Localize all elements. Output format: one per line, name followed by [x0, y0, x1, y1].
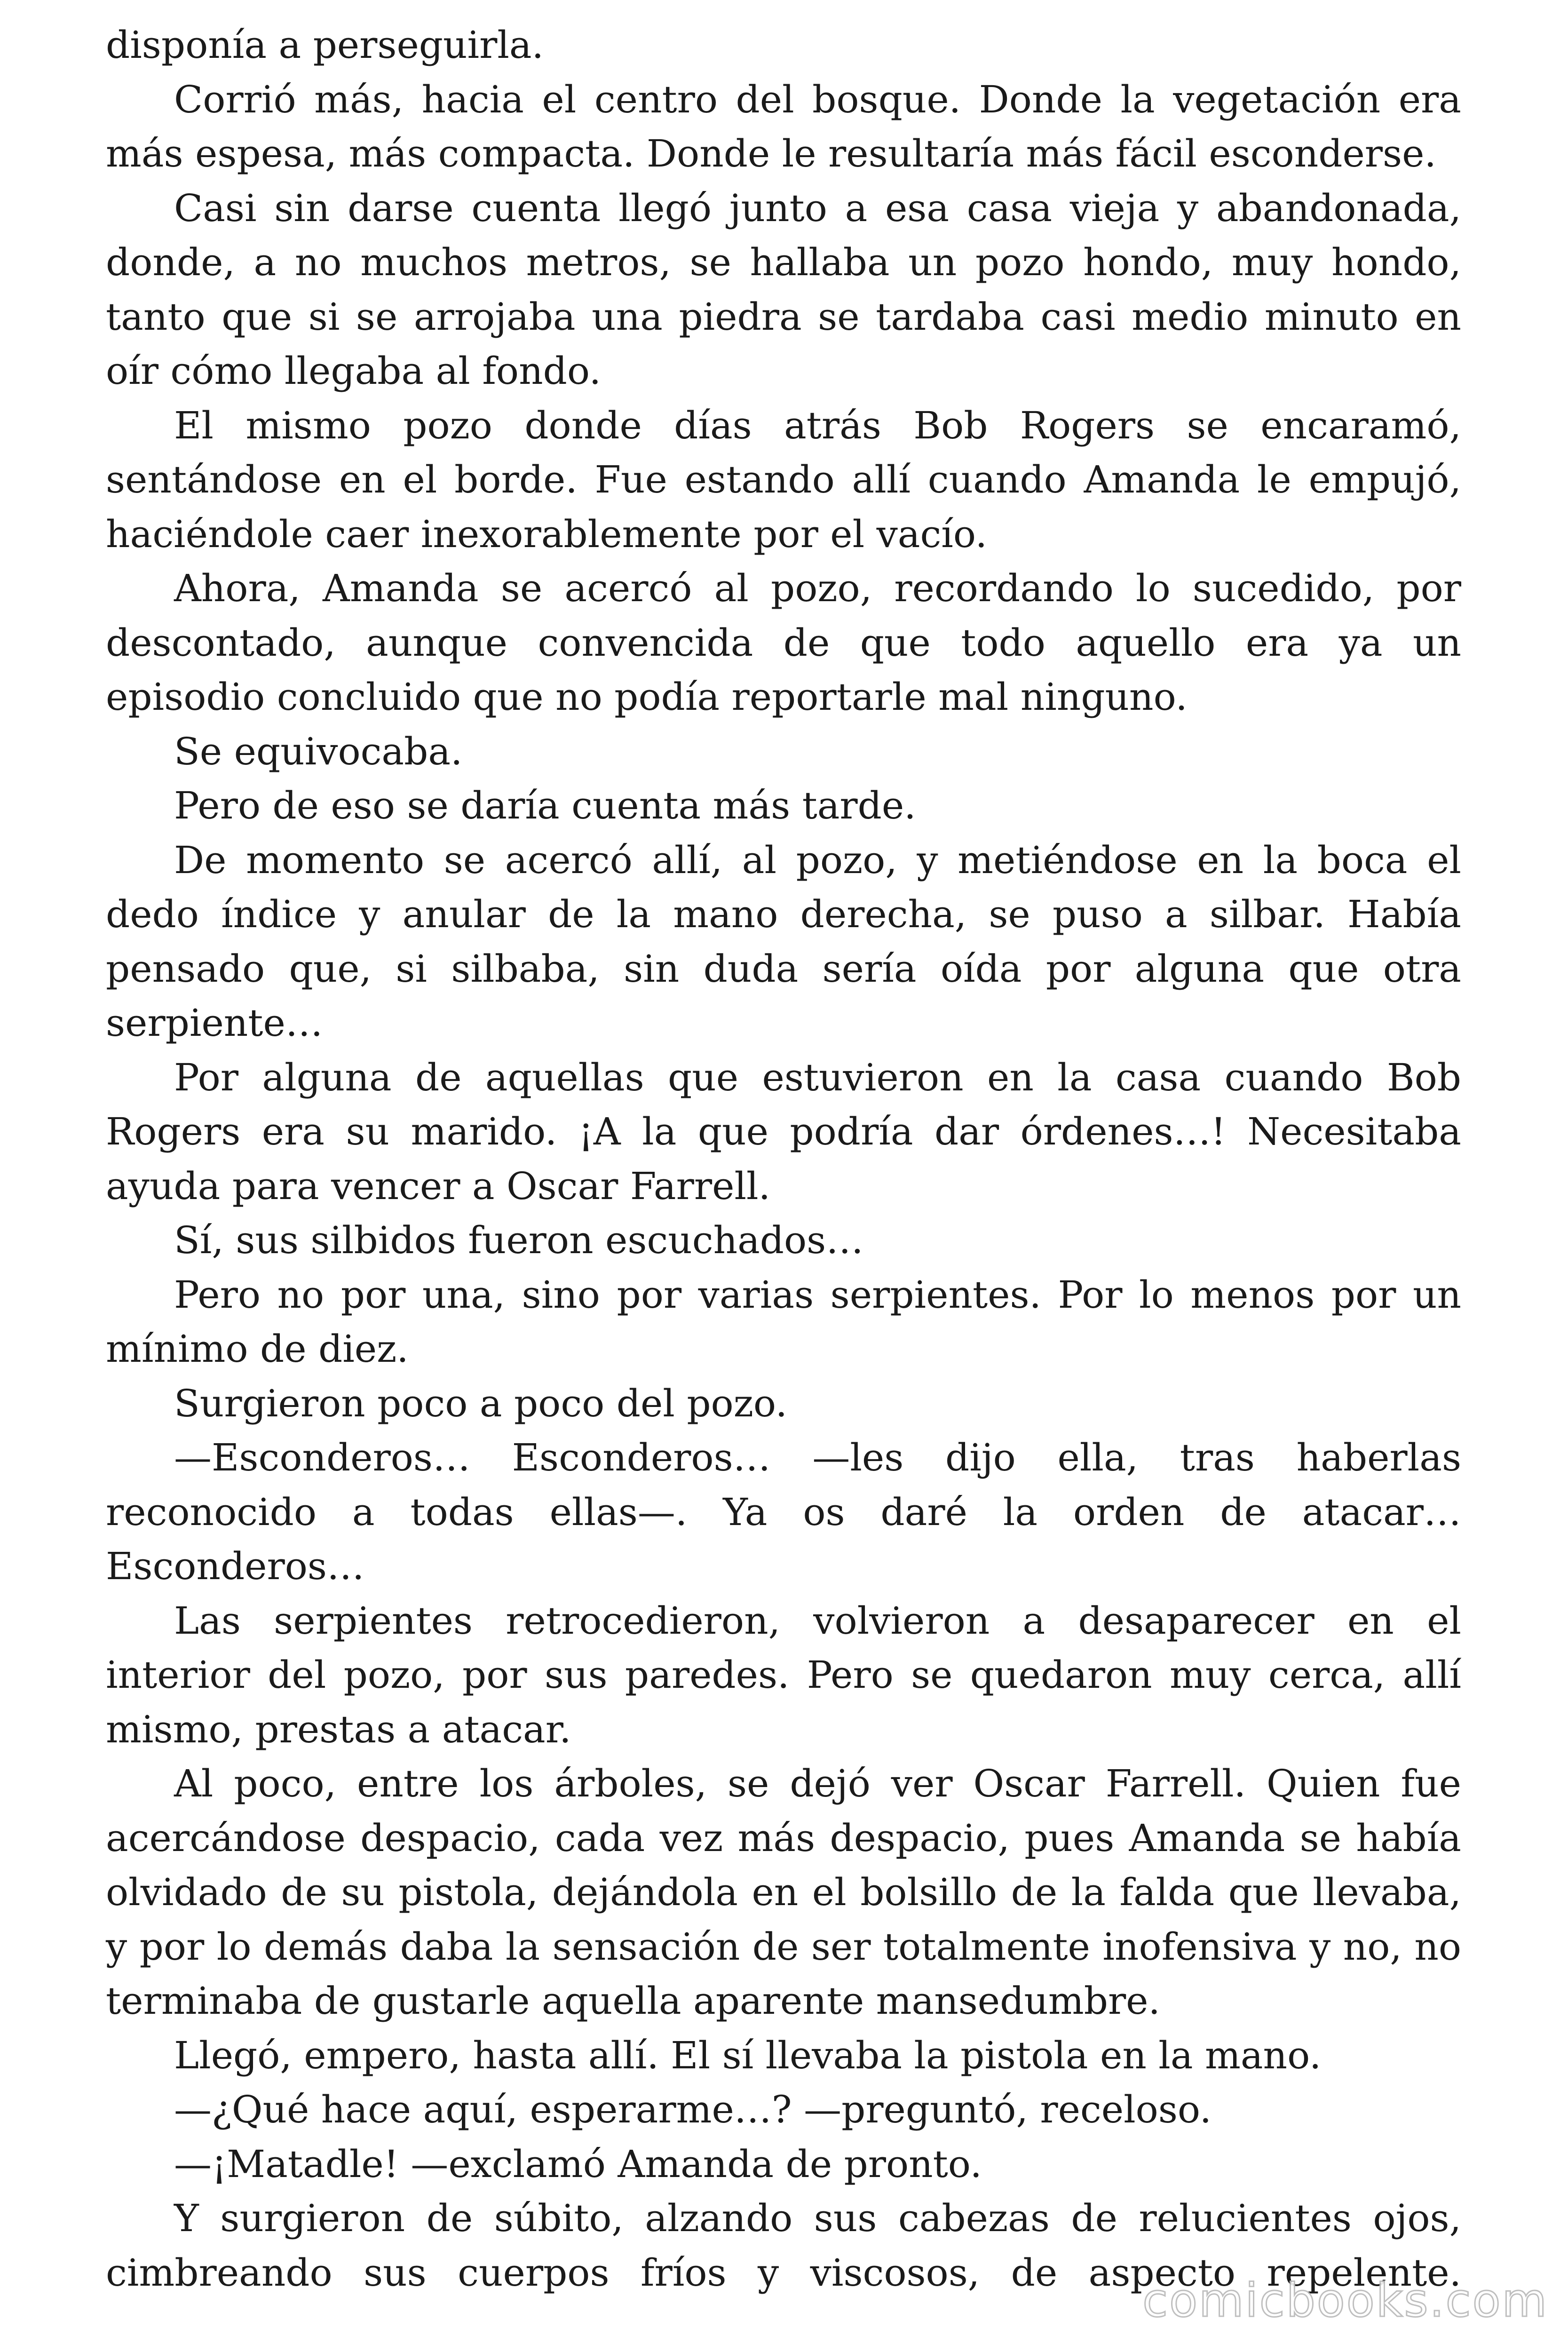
- paragraph-5: Ahora, Amanda se acercó al pozo, recordando lo sucedido, por descontado, aunque convencida de que todo aquello era ya un episodio concluido que no podía reportarle mal ninguno.: [106, 566, 1461, 719]
- paragraph-13: —Esconderos… Esconderos… —les dijo ella, tras haberlas reconocido a todas ellas—. Ya os daré la orden de atacar… Esconderos…: [106, 1436, 1461, 1588]
- paragraph-10: Sí, sus silbidos fueron escuchados…: [174, 1218, 864, 1262]
- book-page-text: [106, 18, 1461, 2300]
- paragraph-3: Casi sin darse cuenta llegó junto a esa casa vieja y abandonada, donde, a no muchos metros, se hallaba un pozo hondo, muy hondo, tanto que si se arrojaba una piedra se tardaba casi medio minuto en oír cómo llegaba al fondo.: [106, 186, 1461, 393]
- paragraph-14: Las serpientes retrocedieron, volvieron a desaparecer en el interior del pozo, por sus paredes. Pero se quedaron muy cerca, allí mismo, prestas a atacar.: [106, 1598, 1461, 1751]
- paragraph-6: Se equivocaba.: [174, 729, 463, 773]
- paragraph-19: Y surgieron de súbito, alzando sus cabezas de relucientes ojos, cimbreando sus cuerpos fríos y viscosos, de aspecto repelente.: [106, 2196, 1461, 2295]
- paragraph-15: Al poco, entre los árboles, se dejó ver Oscar Farrell. Quien fue acercándose despacio, cada vez más despacio, pues Amanda se había olvidado de su pistola, dejándola en el bolsillo de la falda que llevaba, y por lo demás daba la sensación de ser totalmente inofensiva y no, no terminaba de gustarle aquella aparente mansedumbre.: [106, 1762, 1461, 2023]
- paragraph-4: El mismo pozo donde días atrás Bob Rogers se encaramó, sentándose en el borde. Fue estando allí cuando Amanda le empujó, haciéndole caer inexorablemente por el vacío.: [106, 403, 1461, 556]
- paragraph-17: —¿Qué hace aquí, esperarme…? —preguntó, receloso.: [174, 2088, 1212, 2131]
- watermark: comicbooks.com: [1142, 2274, 1548, 2328]
- paragraph-9: Por alguna de aquellas que estuvieron en la casa cuando Bob Rogers era su marido. ¡A la que podría dar órdenes…! Necesitaba ayuda para vencer a Oscar Farrell.: [106, 1055, 1461, 1208]
- paragraph-2: Corrió más, hacia el centro del bosque. Donde la vegetación era más espesa, más compacta. Donde le resultaría más fácil esconderse.: [106, 77, 1461, 175]
- paragraph-8: De momento se acercó allí, al pozo, y metiéndose en la boca el dedo índice y anular de la mano derecha, se puso a silbar. Había pensado que, si silbaba, sin duda sería oída por alguna que otra serpiente…: [106, 838, 1461, 1045]
- paragraph-16: Llegó, empero, hasta allí. El sí llevaba la pistola en la mano.: [174, 2033, 1322, 2077]
- paragraph-12: Surgieron poco a poco del pozo.: [174, 1381, 788, 1425]
- paragraph-1: disponía a perseguirla.: [106, 23, 544, 67]
- paragraph-18: —¡Matadle! —exclamó Amanda de pronto.: [174, 2142, 982, 2186]
- paragraph-11: Pero no por una, sino por varias serpientes. Por lo menos por un mínimo de diez.: [106, 1272, 1461, 1371]
- paragraph-7: Pero de eso se daría cuenta más tarde.: [174, 784, 916, 827]
